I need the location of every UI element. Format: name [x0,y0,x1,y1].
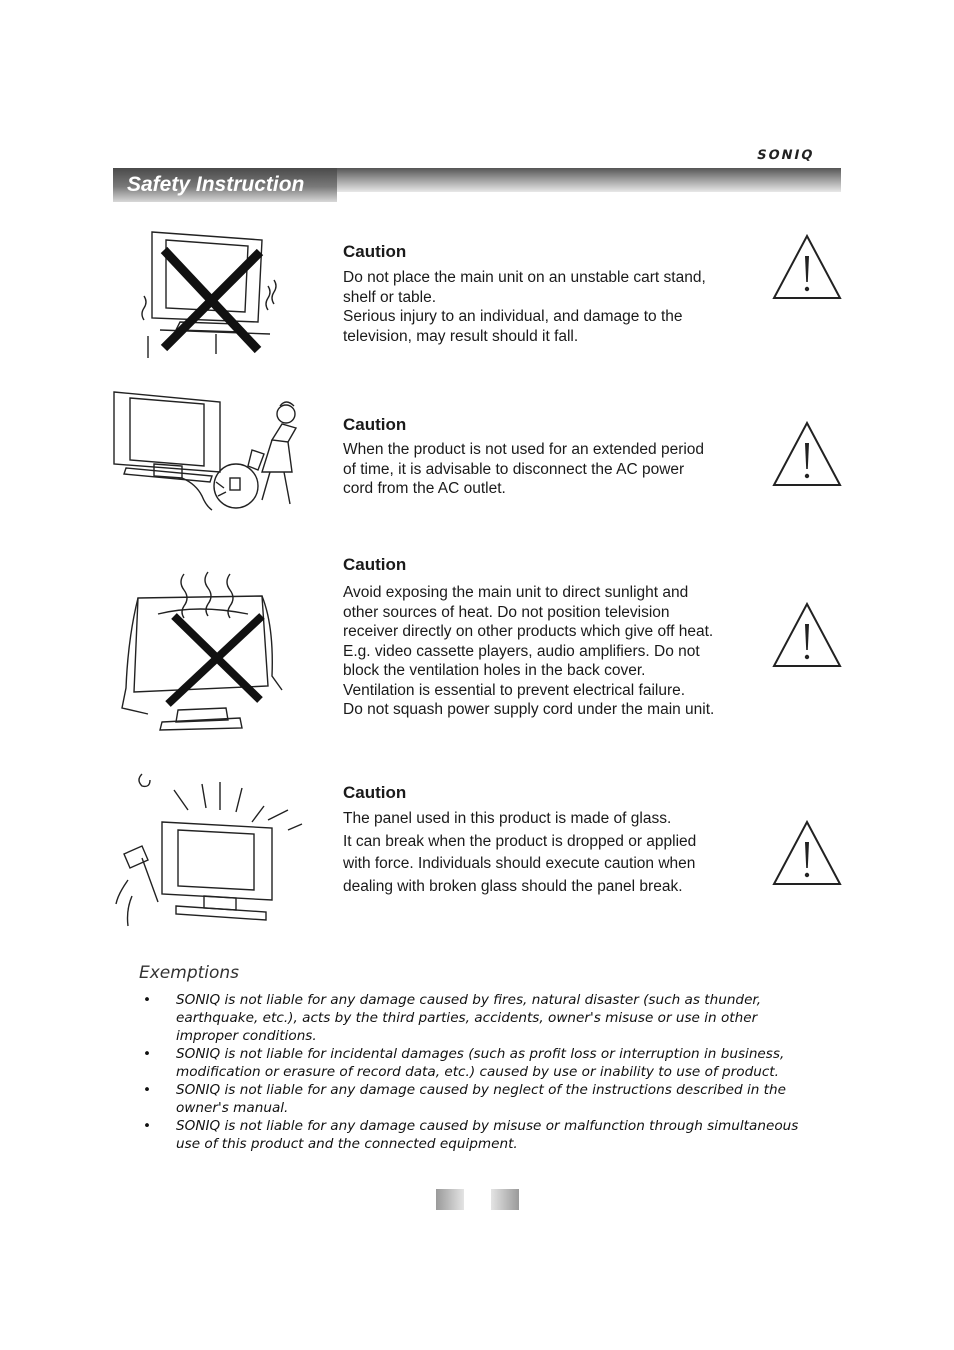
caution-title: Caution [343,415,407,434]
header-tab [113,168,337,202]
bullet-icon: • [143,1118,152,1134]
caution-title: Caution [343,242,407,261]
exemptions-title: Exemptions [139,963,240,983]
covered-tv-heat-illustration [118,568,286,732]
warning-triangle-icon [772,234,842,300]
warning-triangle-icon [772,820,842,886]
brand-logo: SONIQ [755,148,816,163]
list-item: • SONIQ is not liable for any damage caused by neglect of the instructions described in the owner's manual. [143,1082,786,1116]
section-header [113,168,841,202]
caution-body: The panel used in this product is made of glass. It can break when the product is dropped or applied with force. Individuals should execute caution when dealing with broken glass should the panel break. [343,810,697,895]
page-number-block-right [491,1189,519,1210]
unplug-tv-illustration [112,388,308,520]
caution-title: Caution [343,555,407,574]
caution-body: Avoid exposing the main unit to direct sunlight and other sources of heat. Do not position television receiver directly on other products which give off heat. E.g. video cassette players, audio amplifiers. Do not block the ventilation holes in the back cover. Ventilation is essential to prevent electrical failure. Do not squash power supply cord under the main unit. [343,584,715,718]
warning-triangle-icon [772,421,842,487]
hammer-tv-illustration [112,766,310,934]
bullet-icon: • [143,1082,152,1098]
caution-title: Caution [343,783,407,802]
list-item: • SONIQ is not liable for any damage caused by misuse or malfunction through simultaneous use of this product and the connected equipment. [143,1118,799,1152]
list-item: • SONIQ is not liable for any damage caused by fires, natural disaster (such as thunder, earthquake, etc.), acts by the third parties, accidents, owner's misuse or use in other improper conditions. [143,992,762,1044]
warning-triangle-icon [772,602,842,668]
bullet-icon: • [143,992,152,1008]
header-gradient-bar [337,168,841,192]
page-number-block-left [436,1189,464,1210]
caution-body: Do not place the main unit on an unstable cart stand, shelf or table. Serious injury to an individual, and damage to the television, may result should it fall. [343,269,706,345]
list-item: • SONIQ is not liable for incidental damages (such as profit loss or interruption in business, modification or erasure of record data, etc.) caused by use or inability to use of product. [143,1046,785,1080]
page-title: Safety Instruction [127,173,305,196]
caution-body: When the product is not used for an extended period of time, it is advisable to disconnect the AC power cord from the AC outlet. [343,441,705,497]
bullet-icon: • [143,1046,152,1062]
exemptions-list [139,991,849,1153]
tv-unstable-stand-illustration [140,226,290,362]
